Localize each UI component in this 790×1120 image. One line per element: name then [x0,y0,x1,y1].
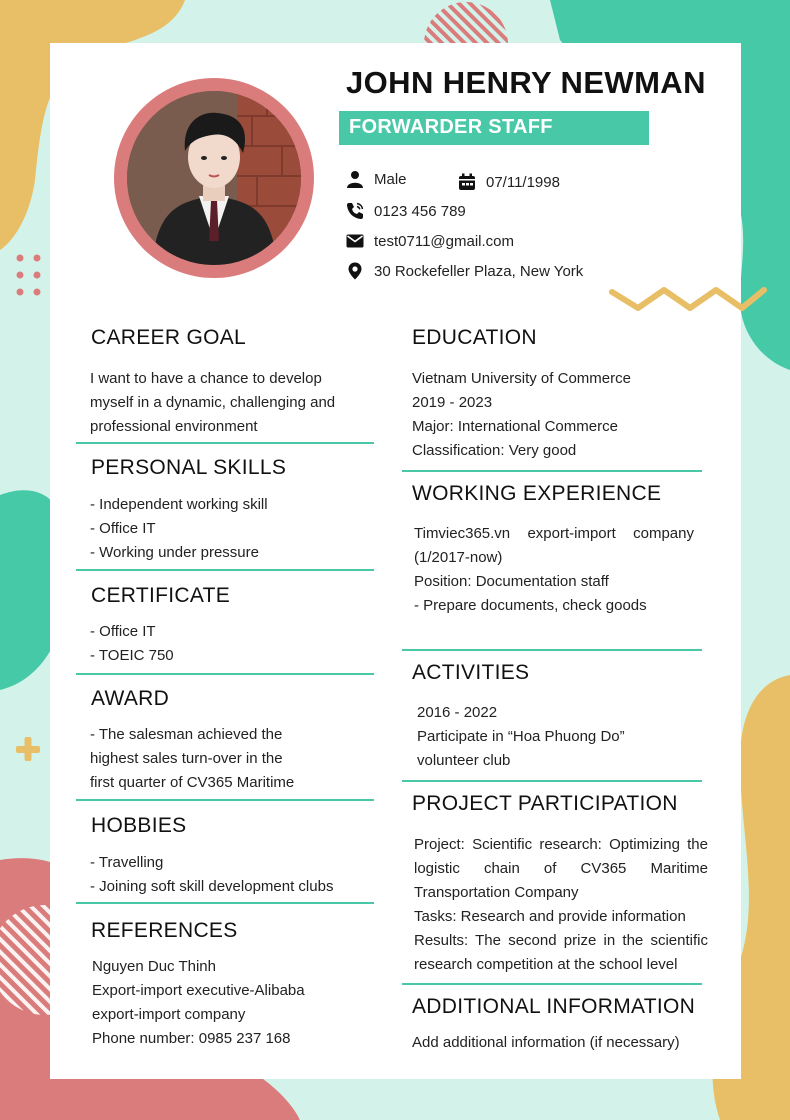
divider [402,649,702,651]
birthdate-value: 07/11/1998 [486,173,560,191]
education-line: Vietnam University of Commerce [412,370,631,387]
reference-line: Nguyen Duc Thinh [92,958,216,975]
references-title: REFERENCES [91,919,238,942]
career-goal-body [90,367,335,439]
award-line: highest sales turn-over in the [90,750,283,767]
certificate-line: - Office IT [90,623,156,640]
gender-row [346,170,407,188]
career-goal-line: I want to have a chance to develop [90,370,322,387]
working-experience-title: WORKING EXPERIENCE [412,482,662,505]
cv-card [50,43,741,1079]
experience-line: Position: Documentation staff [414,573,609,590]
skill-line: - Independent working skill [90,496,268,513]
education-line: 2019 - 2023 [412,394,493,411]
experience-line: - Prepare documents, check goods [414,597,647,614]
project-line: Tasks: Research and provide information [414,908,686,925]
portrait-illustration [127,91,301,265]
address-row [346,262,583,280]
references-body [92,955,305,1051]
skill-line: - Working under pressure [90,544,259,561]
plus-decoration [16,737,40,761]
project-line: Project: Scientific research: Optimizing the logistic chain of CV365 Maritime Transportation Company [414,836,708,901]
divider [402,983,702,985]
career-goal-line: professional environment [90,418,258,435]
education-line: Major: International Commerce [412,418,618,435]
award-line: - The salesman achieved the [90,726,283,743]
activities-title: ACTIVITIES [412,661,530,684]
hobby-line: - Joining soft skill development clubs [90,878,334,895]
project-participation-body [414,833,708,977]
award-body [90,723,294,795]
education-body [412,367,631,463]
award-line: first quarter of CV365 Maritime [90,774,295,791]
hobbies-body [90,851,333,899]
experience-line: Timviec365.vn export-import company (1/2017-now) [414,525,694,566]
email-row [346,232,514,250]
certificate-body [90,620,174,668]
divider [76,442,374,444]
avatar-frame [114,78,314,278]
personal-skills-title: PERSONAL SKILLS [91,456,287,479]
avatar [127,91,301,265]
phone-value: 0123 456 789 [374,202,466,220]
full-name: JOHN HENRY NEWMAN [346,65,706,100]
additional-line: Add additional information (if necessary) [412,1034,680,1051]
zigzag-decoration [608,280,768,320]
education-title: EDUCATION [412,326,537,349]
gender-value: Male [374,170,407,188]
hobby-line: - Travelling [90,854,164,871]
reference-line: Export-import executive-Alibaba [92,982,305,999]
person-icon [346,170,364,188]
project-participation-title: PROJECT PARTICIPATION [412,792,678,815]
career-goal-title: CAREER GOAL [91,326,247,349]
working-experience-body [414,522,694,618]
phone-row [346,202,466,220]
additional-information-body [412,1031,680,1055]
personal-skills-body [90,493,268,565]
certificate-title: CERTIFICATE [91,584,231,607]
career-goal-line: myself in a dynamic, challenging and [90,394,336,411]
skill-line: - Office IT [90,520,156,537]
birthdate-row [458,173,560,191]
divider [76,902,374,904]
activity-line: volunteer club [417,752,511,769]
certificate-line: - TOEIC 750 [90,647,174,664]
phone-icon [346,202,364,220]
address-value: 30 Rockefeller Plaza, New York [374,262,584,280]
activities-body [417,701,625,773]
calendar-icon [458,173,476,191]
divider [402,780,702,782]
divider [76,673,374,675]
location-pin-icon [346,262,364,280]
reference-line: export-import company [92,1006,246,1023]
award-title: AWARD [91,687,170,710]
project-line: Results: The second prize in the scientific research competition at the school level [414,932,708,973]
divider [402,470,702,472]
hobbies-title: HOBBIES [91,814,187,837]
education-line: Classification: Very good [412,442,577,459]
additional-information-title: ADDITIONAL INFORMATION [412,995,696,1018]
divider [76,799,374,801]
activity-line: Participate in “Hoa Phuong Do” [417,728,625,745]
job-title-banner: FORWARDER STAFF [339,111,649,145]
reference-line: Phone number: 0985 237 168 [92,1030,291,1047]
divider [76,569,374,571]
mail-icon [346,232,364,250]
email-value: test0711@gmail.com [374,232,515,250]
activity-line: 2016 - 2022 [417,704,498,721]
